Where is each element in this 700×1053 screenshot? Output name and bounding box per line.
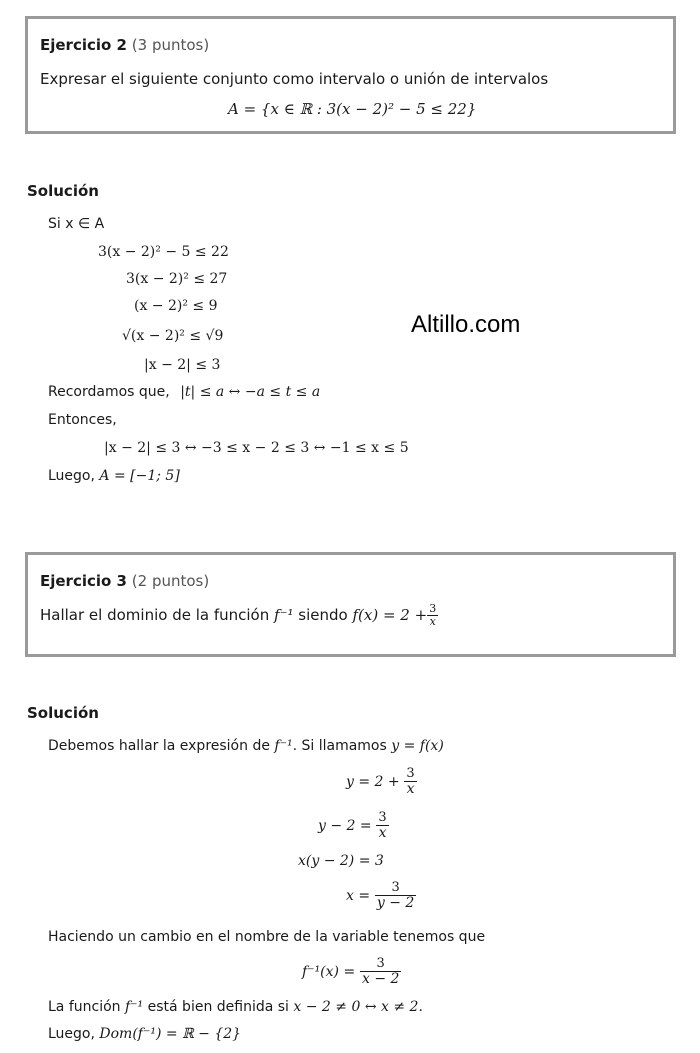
solution-3-intro-inverse: f⁻¹ [274,738,293,754]
exercise-3-fraction: $\frac{3}{x}$ [429,602,437,628]
solution-2-then: Entonces, [48,412,117,428]
eq-4-lhs: x = [346,888,371,904]
exercise-3-statement-text: Hallar el dominio de la función [40,606,270,624]
exercise-2-title: Ejercicio 2 [40,36,127,54]
solution-2-step-3: (x − 2)² ≤ 9 [134,298,218,314]
conclusion-2-math: A = [−1; 5] [99,468,180,484]
defined-inverse: f⁻¹ [124,999,144,1015]
eq-5-lhs: f⁻¹(x) = [302,964,356,980]
solution-3-eq-3: x(y − 2) = 3 [298,853,384,869]
defined-math: x − 2 ≠ 0 ↔ x ≠ 2. [293,999,423,1015]
solution-2-chain: |x − 2| ≤ 3 ↔ −3 ≤ x − 2 ≤ 3 ↔ −1 ≤ x ≤ 5 [104,440,409,456]
solution-3-intro [48,738,444,754]
exercise-2-set-definition: A = {x ∈ ℝ : 3(x − 2)² − 5 ≤ 22} [228,100,477,118]
exercise-3-box [25,552,676,657]
eq-5-fraction: $\frac{3}{x - 2}$ [361,956,400,987]
conclusion-3-label: Luego, [48,1026,95,1042]
exercise-3-points: (2 puntos) [131,572,210,590]
solution-3-eq-4 [346,880,416,911]
exercise-2-points: (3 puntos) [131,36,210,54]
solution-3-defined [48,999,423,1015]
solution-2-intro: Si x ∈ A [48,216,105,232]
exercise-2-header [40,36,209,54]
conclusion-3-math: Dom(f⁻¹) = ℝ − {2} [99,1026,242,1042]
eq-2-lhs: y − 2 = [318,818,372,834]
eq-2-fraction: $\frac{3}{x}$ [378,810,387,841]
exercise-3-header [40,572,209,590]
solution-3-eq-1 [346,766,417,797]
exercise-3-siendo: siendo [298,606,348,624]
exercise-3-statement [40,603,438,628]
defined-text-a: La función [48,999,121,1015]
solution-2-step-4: √(x − 2)² ≤ √9 [122,328,224,344]
eq-1-lhs: y = 2 + [346,774,400,790]
solution-2-conclusion [48,468,180,484]
solution-2-heading: Solución [27,182,99,200]
solution-2-step-2: 3(x − 2)² ≤ 27 [126,271,228,287]
exercise-2-box [25,16,676,134]
defined-text-b: está bien definida si [147,999,289,1015]
solution-3-rename: Haciendo un cambio en el nombre de la variable tenemos que [48,929,486,945]
exercise-3-function-lhs: f(x) = 2 + [352,606,428,624]
conclusion-2-label: Luego, [48,468,95,484]
exercise-3-title: Ejercicio 3 [40,572,127,590]
watermark-text: Altillo.com [411,311,521,338]
exercise-3-inverse: f⁻¹ [274,606,294,624]
solution-3-heading: Solución [27,704,99,722]
exercise-2-statement: Expresar el siguiente conjunto como intervalo o unión de intervalos [40,70,549,88]
solution-2-step-1: 3(x − 2)² − 5 ≤ 22 [98,244,229,260]
eq-1-fraction: $\frac{3}{x}$ [406,766,415,797]
solution-3-eq-5 [302,956,401,987]
solution-3-conclusion [48,1026,241,1042]
recall-math: |t| ≤ a ↔ −a ≤ t ≤ a [180,384,321,400]
solution-3-intro-mid: . Si llamamos [292,738,387,754]
solution-2-recall [48,384,320,400]
recall-label: Recordamos que, [48,384,170,400]
solution-2-step-5: |x − 2| ≤ 3 [144,357,221,373]
solution-3-intro-eq: y = f(x) [391,738,444,754]
solution-3-eq-2 [318,810,389,841]
eq-4-fraction: $\frac{3}{y - 2}$ [376,880,415,911]
solution-3-intro-text: Debemos hallar la expresión de [48,738,270,754]
